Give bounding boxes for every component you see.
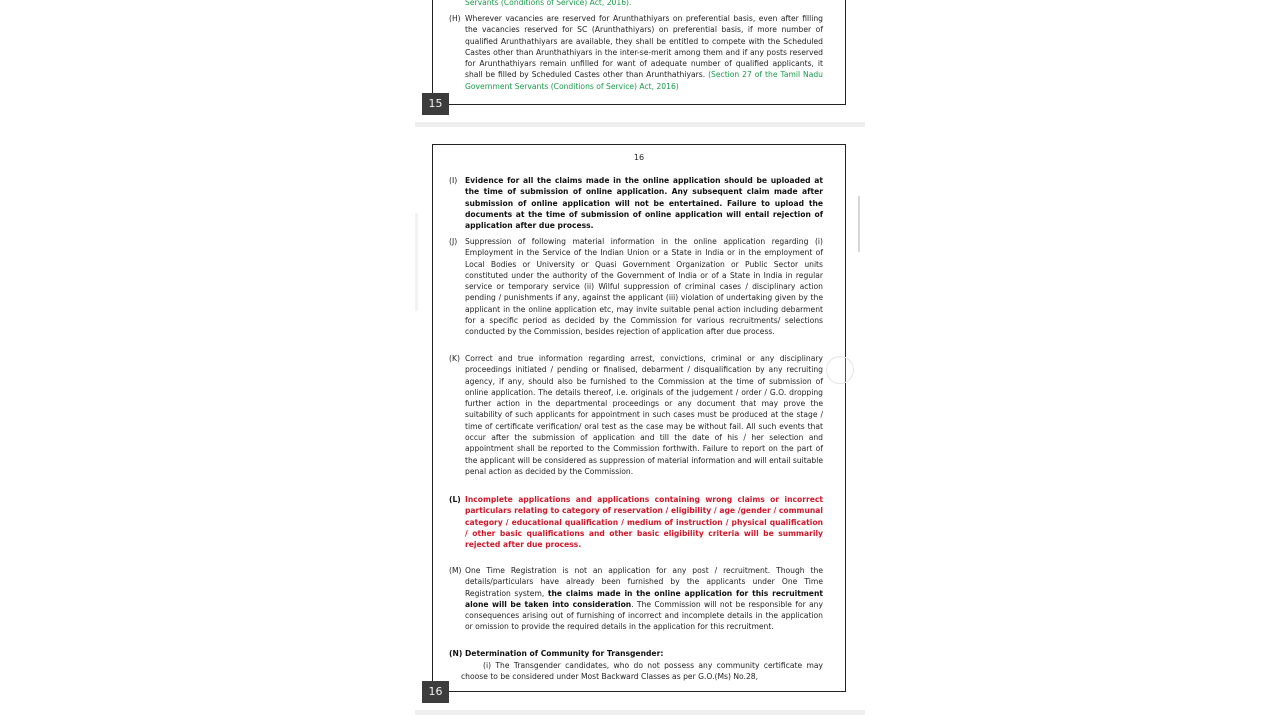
clause-i-text: Evidence for all the claims made in the online application should be uploaded at the time of submission of online application. Any subsequent claim made after submission of online application will not be entertained. Failure to upload the documents at the time of submission of online application will entail rejection of application after due process. <box>465 176 823 231</box>
clause-h-citation: (Section 27 of the Tamil Nadu Government Servants (Conditions of Service) Act, 2016) <box>465 70 823 91</box>
clause-n <box>449 648 823 659</box>
clause-m-text-after: . The Commission will not be responsible for any consequences arising out of furnishing of incorrect and incomplete details in the application or omission to provide the required details in the application for this recruitment. <box>465 599 823 632</box>
clause-j <box>449 236 823 338</box>
clause-m-text-before: One Time Registration is not an application for any post / recruitment. Though the details/particulars have already been furnished by the applicants under One Time Registration system, <box>465 566 823 598</box>
clause-i-mark: (I) <box>449 176 458 185</box>
page-number-badge-16[interactable]: 16 <box>422 681 449 703</box>
clause-n-heading: Determination of Community for Transgender: <box>465 649 664 658</box>
clause-l <box>449 494 823 550</box>
page-16 <box>432 144 846 692</box>
clause-k-text: Correct and true information regarding arrest, convictions, criminal or any disciplinary proceedings initiated / pending or finalised, debarment / disqualification by any recruiting agency, if any, should also be furnished to the Commission at the time of submission of online application. The details thereof, i.e. originals of the judgement / order / G.O. dropping further action in the departmental proceedings or any document that may prove the suitability of such applicants for appointment in such cases must be produced at the stage / time of certificate verification/ oral test as the case may be without fail. All such events that occur after the submission of application and till the date of his / her selection and appointment shall be reported to the Commission forthwith. Failure to report on the part of the applicant will be considered as suppression of material information and will entail suitable penal action as decided by the Commission. <box>465 354 823 476</box>
page-divider <box>415 710 865 715</box>
clause-j-text: Suppression of following material information in the online application regarding (i) Employment in the Service of the Indian Union or a State in India or in the employment of Local Bodies or University or Quasi Government Organization or Public Sector units constituted under the authority of the Government of India or of a State in India in regular service or temporary service (ii) Wilful suppression of criminal cases / disciplinary action pending / punishments if any, against the applicant (iii) violation of undertaking given by the applicant in the online application etc, may invite suitable penal action including debarment for a specific period as decided by the Commission for various recruitments/ selections conducted by the Commission, besides rejection of application after due process. <box>465 237 823 337</box>
page-number-header: 16 <box>633 153 645 162</box>
page15-top-fragment <box>465 0 823 8</box>
clause-h-text: Wherever vacancies are reserved for Arunthathiyars on preferential basis, even after filling the vacancies reserved for SC (Arunthathiyars) on preferential basis, if more number of qualified Arunthathiyars are available, they shall be entitled to compete with the Scheduled Castes other than Arunthathiyars in the inter-se-merit among them and if any posts reserved for Arunthathiyars remain unfilled for want of adequate number of qualified applicants, it shall be filled by Scheduled Castes other than Arunthathiyars. <box>465 14 823 80</box>
clause-k-mark: (K) <box>449 354 460 363</box>
clause-m-mark: (M) <box>449 566 462 575</box>
left-edge-strip <box>415 213 418 311</box>
clause-m-text-bold: the claims made in the online application for this recruitment alone will be taken into consideration <box>465 588 823 609</box>
touch-indicator <box>826 356 854 384</box>
clause-k <box>449 353 823 477</box>
section-citation-fragment: Servants (Conditions of Service) Act, 2016). <box>465 0 632 7</box>
clause-n-mark: (N) <box>449 649 463 658</box>
page-number-badge-15[interactable]: 15 <box>422 93 449 115</box>
page-15 <box>432 0 846 105</box>
clause-l-text: Incomplete applications and applications containing wrong claims or incorrect particulars relating to category of reservation / eligibility / age /gender / communal category / educational qualification / medium of instruction / physical qualification / other basic qualifications and other basic eligibility criteria will be summarily rejected after due process. <box>465 495 823 550</box>
clause-n-item-i: (i) The Transgender candidates, who do not possess any community certificate may choose to be considered under Most Backward Classes as per G.O.(Ms) No.28, <box>461 661 823 682</box>
clause-m <box>449 565 823 633</box>
clause-h-mark: (H) <box>449 14 461 23</box>
clause-l-mark: (L) <box>449 495 461 504</box>
scrollbar-thumb[interactable] <box>858 196 860 252</box>
clause-i <box>449 175 823 231</box>
clause-h <box>449 13 823 92</box>
page-divider <box>415 122 865 127</box>
clause-j-mark: (J) <box>449 237 458 246</box>
